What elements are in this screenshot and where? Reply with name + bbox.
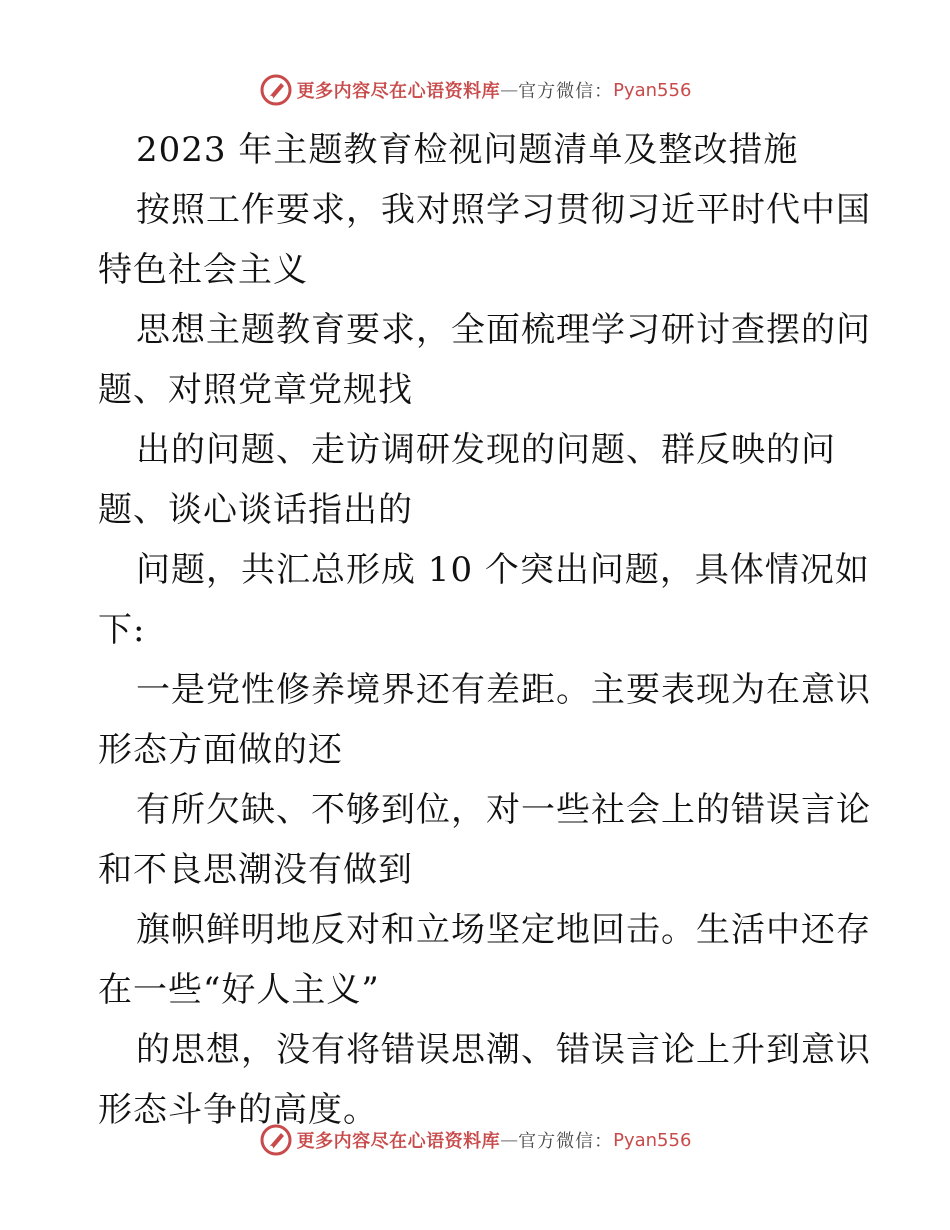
paragraph-line: 思想主题教育要求，全面梳理学习研讨查摆的问 — [136, 310, 871, 350]
paragraph-line: 出的问题、走访调研发现的问题、群反映的问 — [136, 430, 836, 470]
watermark-wechat-id: Pyan556 — [613, 1129, 692, 1151]
watermark-wechat-id: Pyan556 — [613, 79, 692, 101]
document-body — [98, 120, 871, 1140]
document-title: 2023 年主题教育检视问题清单及整改措施 — [136, 130, 799, 170]
paragraph-line: 问题，共汇总形成 10 个突出问题，具体情况如 — [136, 550, 870, 590]
paragraph-line: 有所欠缺、不够到位，对一些社会上的错误言论 — [136, 790, 871, 830]
watermark-official-label: 官方微信： — [518, 1131, 614, 1152]
paragraph-line: 旗帜鲜明地反对和立场坚定地回击。生活中还存 — [136, 910, 871, 950]
paragraph-line: 特色社会主义 — [98, 250, 308, 290]
header-watermark — [0, 70, 950, 110]
watermark-separator: — — [500, 79, 519, 101]
paragraph-line: 和不良思潮没有做到 — [98, 850, 413, 890]
pen-nib-seal-icon — [259, 73, 293, 107]
footer-watermark — [0, 1120, 950, 1160]
paragraph-line: 题、谈心谈话指出的 — [98, 490, 413, 530]
paragraph-line: 形态方面做的还 — [98, 730, 343, 770]
pen-nib-seal-icon — [259, 1123, 293, 1157]
paragraph-line: 按照工作要求，我对照学习贯彻习近平时代中国 — [136, 190, 871, 230]
watermark-official-label: 官方微信： — [518, 81, 614, 102]
paragraph-line: 形态斗争的高度。 — [98, 1090, 378, 1130]
watermark-brand: 更多内容尽在心语资料库 — [296, 1131, 501, 1152]
paragraph-line: 下: — [98, 610, 146, 650]
paragraph-line: 的思想，没有将错误思潮、错误言论上升到意识 — [136, 1030, 871, 1070]
paragraph-line: 一是党性修养境界还有差距。主要表现为在意识 — [136, 670, 871, 710]
watermark-brand: 更多内容尽在心语资料库 — [296, 81, 501, 102]
watermark-separator: — — [500, 1129, 519, 1151]
paragraph-line: 题、对照党章党规找 — [98, 370, 413, 410]
paragraph-line: 在一些“好人主义” — [98, 970, 380, 1010]
